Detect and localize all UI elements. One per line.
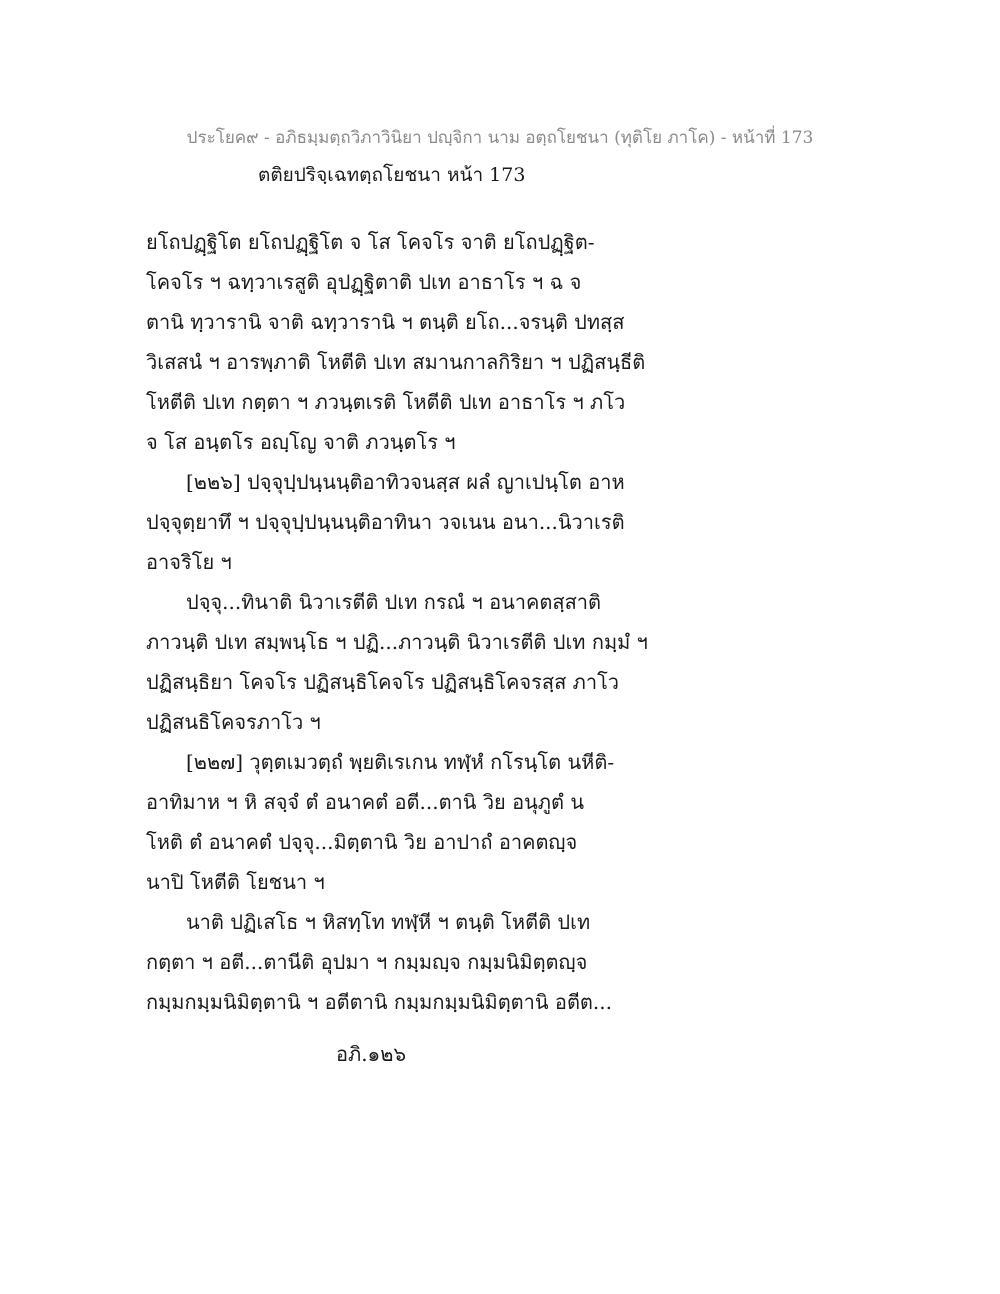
text-line: อาทิมาห ฯ หิ สจฺจํ ตํ อนาคตํ อตี...ตานิ วิย อนุภูตํ น [146, 790, 585, 814]
text-line: โหติ ตํ อนาคตํ ปจฺจุ...มิตฺตานิ วิย อาปาถํ อาคตญฺจ [146, 830, 578, 854]
text-line: อาจริโย ฯ [146, 550, 232, 574]
text-line: ภาวนฺติ ปเท สมฺพนฺโธ ฯ ปฏิ...ภาวนฺติ นิวาเรตีติ ปเท กมฺมํ ฯ [146, 630, 648, 654]
text-line: [๒๒๖] ปจฺจุปฺปนฺนนฺติอาทิวจนสฺส ผลํ ญาเปนฺโต อาห [186, 470, 625, 494]
text-line: ยโถปฏฺฐิโต ยโถปฏฺฐิโต จ โส โคจโร จาติ ยโถปฏฺฐิต- [146, 230, 595, 254]
text-line: ตานิ ทฺวารานิ จาติ ฉทฺวารานิ ฯ ตนฺติ ยโถ...จรนฺติ ปทสฺส [146, 310, 625, 334]
text-line: [๒๒๗] วุตฺตเมวตฺถํ พฺยติเรเกน ทฬฺหํ กโรนฺโต นหีติ- [186, 750, 615, 774]
text-line: โหตีติ ปเท กตฺตา ฯ ภวนฺตเรติ โหตีติ ปเท อาธาโร ฯ ภโว [146, 390, 626, 414]
text-line: วิเสสนํ ฯ อารพฺภาติ โหตีติ ปเท สมานกาลกิริยา ฯ ปฏิสนฺธีติ [146, 350, 646, 374]
text-line: จ โส อนฺตโร อญฺโญ จาติ ภวนฺตโร ฯ [146, 430, 456, 454]
text-line: ปจฺจุตฺยาทึ ฯ ปจฺจุปฺปนฺนนฺติอาทินา วจเนน อนา...นิวาเรติ [146, 510, 625, 534]
text-line: นาติ ปฏิเสโธ ฯ หิสทฺโท ทฬฺหี ฯ ตนฺติ โหตีติ ปเท [186, 910, 591, 934]
page-footer: อภิ.๑๒๖ [336, 1042, 407, 1066]
chapter-heading: ตติยปริจฺเฉทตฺถโยชนา หน้า 173 [258, 164, 526, 186]
body-text [146, 222, 866, 1022]
text-line: กตฺตา ฯ อตี...ตานีติ อุปมา ฯ กมฺมญฺจ กมฺมนิมิตฺตญฺจ [146, 950, 588, 974]
text-line: นาปิ โหตีติ โยชนา ฯ [146, 870, 325, 894]
text-line: ปจฺจุ...ทินาติ นิวาเรตีติ ปเท กรณํ ฯ อนาคตสฺสาติ [186, 590, 602, 614]
text-line: โคจโร ฯ ฉทฺวาเรสูติ อุปฏฺฐิตาติ ปเท อาธาโร ฯ ฉ จ [146, 270, 582, 294]
running-header: ประโยค๙ - อภิธมฺมตฺถวิภาวินิยา ปญฺจิกา นาม อตฺถโยชนา (ทุติโย ภาโค) - หน้าที่ 173 [186, 128, 814, 148]
text-line: กมฺมกมฺมนิมิตฺตานิ ฯ อตีตานิ กมฺมกมฺมนิมิตฺตานิ อตีต... [146, 990, 612, 1014]
text-line: ปฏิสนธิโคจรภาโว ฯ [146, 710, 321, 734]
text-line: ปฏิสนฺธิยา โคจโร ปฏิสนฺธิโคจโร ปฏิสนฺธิโคจรสฺส ภาโว [146, 670, 620, 694]
